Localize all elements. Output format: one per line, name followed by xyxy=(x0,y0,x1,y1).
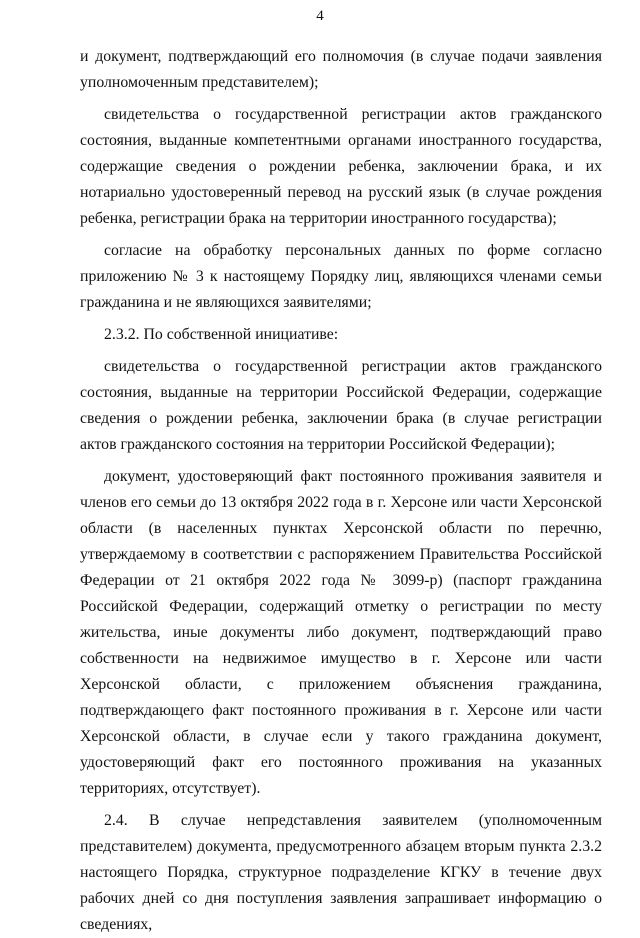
paragraph-authority-document: и документ, подтверждающий его полномочия (в случае подачи заявления уполномоченным представителем); xyxy=(80,48,602,91)
paragraph-section-2-3-2: 2.3.2. По собственной инициативе: xyxy=(104,326,339,343)
paragraph-foreign-certificates: свидетельства о государственной регистрации актов гражданского состояния, выданные компетентными органами иностранного государства, содержащие сведения о рождении ребенка, заключении брака, и их нотариально удостоверенный перевод на русский язык (в случае рождения ребенка, регистрации брака на территории иностранного государства); xyxy=(80,106,602,227)
paragraph-consent: согласие на обработку персональных данных по форме согласно приложению № 3 к настоящему Порядку лиц, являющихся членами семьи гражданина и не являющихся заявителями; xyxy=(80,242,602,311)
paragraph-russian-certificates: свидетельства о государственной регистрации актов гражданского состояния, выданные на территории Российской Федерации, содержащие сведения о рождении ребенка, заключении брака (в случае регистрации актов гражданского состояния на территории Российской Федерации); xyxy=(80,358,602,453)
page-number: 4 xyxy=(316,8,324,24)
document-body xyxy=(80,44,602,938)
paragraph-section-2-4: 2.4. В случае непредставления заявителем (уполномоченным представителем) документа, предусмотренного абзацем вторым пункта 2.3.2 настоящего Порядка, структурное подразделение КГКУ в течение двух рабочих дней со дня поступления заявления запрашивает информацию о сведениях, xyxy=(80,812,602,933)
paragraph-residence-document: документ, удостоверяющий факт постоянного проживания заявителя и членов его семьи до 13 октября 2022 года в г. Херсоне или части Херсонской области (в населенных пунктах Херсонской области по перечню, утверждаемому в соответствии с распоряжением Правительства Российской Федерации от 21 октября 2022 года № 3099-р) (паспорт гражданина Российской Федерации, содержащий отметку о регистрации по месту жительства, иные документы либо документ, подтверждающий право собственности на недвижимое имущество в г. Херсоне или части Херсонской области, с приложением объяснения гражданина, подтверждающего факт постоянного проживания в г. Херсоне или части Херсонской области, в случае если у такого гражданина документ, удостоверяющий факт его постоянного проживания на указанных территориях, отсутствует). xyxy=(80,468,602,797)
